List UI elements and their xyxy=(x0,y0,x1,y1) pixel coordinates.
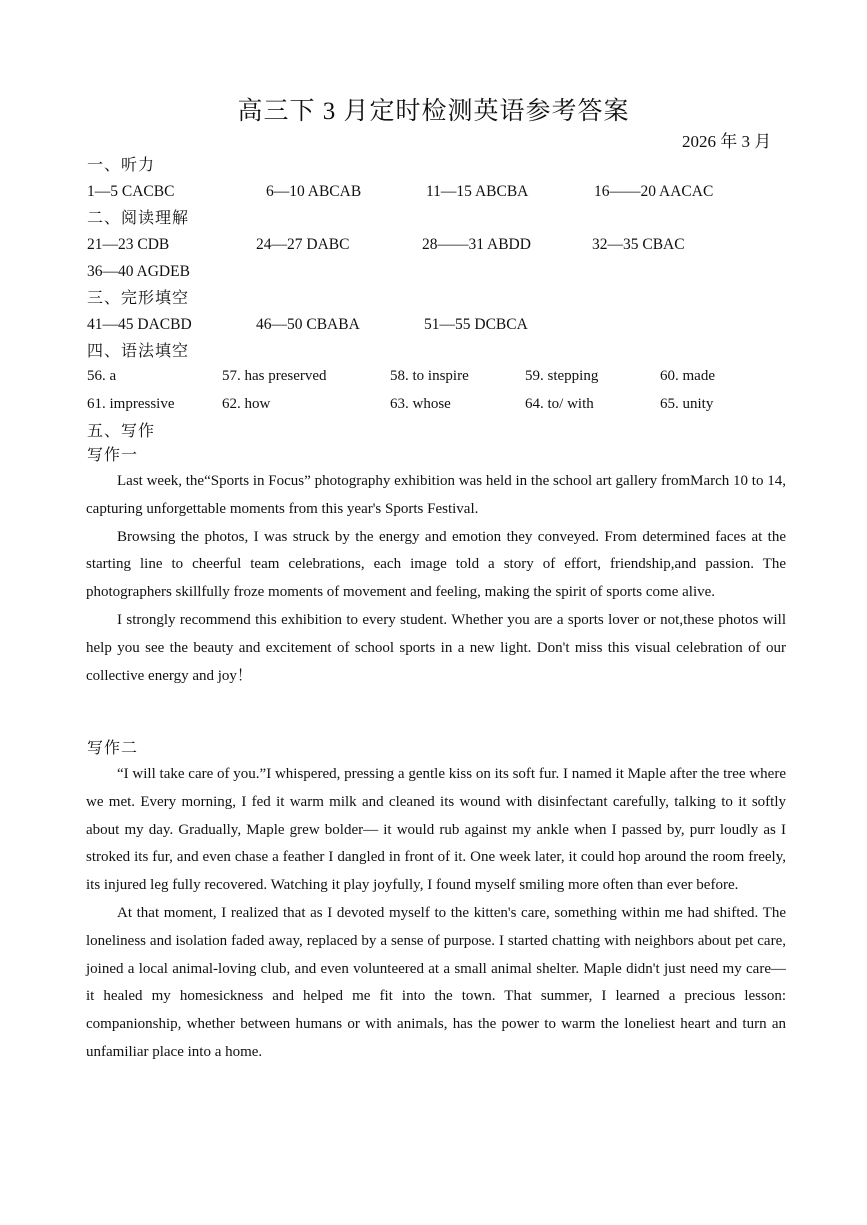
grammar-answer: 56. a xyxy=(87,368,117,384)
essay-paragraph: Browsing the photos, I was struck by the energy and emotion they conveyed. From determined faces at the starting line to cheerful team celebrations, each image told a story of effort, friendship,and passion. The photographers skillfully froze moments of movement and feeling, making the spirit of sports come alive. xyxy=(86,528,786,601)
grammar-answer: 63. whose xyxy=(390,396,451,412)
cloze-answers-row xyxy=(0,316,867,338)
answer-group: 51—55 DCBCA xyxy=(424,316,528,333)
date-label: 2026 年 3 月 xyxy=(682,132,772,151)
answer-group: 28——31 ABDD xyxy=(422,236,531,253)
writing1-heading: 写作一 xyxy=(87,447,139,464)
grammar-answer: 61. impressive xyxy=(87,396,175,412)
writing1-essay xyxy=(86,468,786,690)
grammar-answer: 60. made xyxy=(660,368,715,384)
answer-group: 46—50 CBABA xyxy=(256,316,360,333)
essay-paragraph: “I will take care of you.”I whispered, pressing a gentle kiss on its soft fur. I named it Maple after the tree where we met. Every morning, I fed it warm milk and cleaned its wound with disinfectant carefully, talking to it softly about my day. Gradually, Maple grew bolder— it would rub against my ankle when I passed by, purr loudly as I stroked its fur, and even chase a feather I dangled in front of it. One week later, it could hop around the room freely, its injured leg fully recovered. Watching it play joyfully, I found myself smiling more often than ever before. xyxy=(86,766,786,894)
grammar-answers-row xyxy=(0,368,867,390)
reading-answers-row-2 xyxy=(0,263,867,285)
grammar-answer: 65. unity xyxy=(660,396,714,412)
grammar-answer: 57. has preserved xyxy=(222,368,327,384)
answer-group: 1—5 CACBC xyxy=(87,183,175,200)
section-reading-heading: 二、阅读理解 xyxy=(87,210,190,227)
writing2-heading: 写作二 xyxy=(87,740,139,757)
listening-answers-row xyxy=(0,183,867,205)
essay-paragraph: Last week, the“Sports in Focus” photography exhibition was held in the school art gallery fromMarch 10 to 14, capturing unforgettable moments from this year's Sports Festival. xyxy=(86,473,786,517)
grammar-answer: 64. to/ with xyxy=(525,396,594,412)
section-writing-heading: 五、写作 xyxy=(87,423,156,440)
grammar-answer: 62. how xyxy=(222,396,271,412)
section-grammar-heading: 四、语法填空 xyxy=(87,343,190,360)
section-listening-heading: 一、听力 xyxy=(87,157,156,174)
answer-group: 41—45 DACBD xyxy=(87,316,192,333)
answer-group: 36—40 AGDEB xyxy=(87,263,190,280)
essay-paragraph: I strongly recommend this exhibition to every student. Whether you are a sports lover or not,these photos will help you see the beauty and excitement of school sports in a new light. Don't miss this visual celebration of our collective energy and joy！ xyxy=(86,611,786,684)
answer-group: 6—10 ABCAB xyxy=(266,183,362,200)
answer-group: 16——20 AACAC xyxy=(594,183,714,200)
grammar-answers-row-2 xyxy=(0,396,867,418)
answer-group: 24—27 DABC xyxy=(256,236,350,253)
answer-group: 21—23 CDB xyxy=(87,236,170,253)
essay-paragraph: At that moment, I realized that as I devoted myself to the kitten's care, something within me had shifted. The loneliness and isolation faded away, replaced by a sense of purpose. I started chatting with neighbors about pet care, joined a local animal-loving club, and even volunteered at a small animal shelter. Maple didn't just need my care— it healed my homesickness and helped me fit into the town. That summer, I learned a precious lesson: companionship, whether between humans or with animals, has the power to warm the loneliest heart and turn an unfamiliar place into a home. xyxy=(86,904,786,1060)
section-cloze-heading: 三、完形填空 xyxy=(87,290,190,307)
grammar-answer: 58. to inspire xyxy=(390,368,469,384)
answer-group: 32—35 CBAC xyxy=(592,236,685,253)
reading-answers-row xyxy=(0,236,867,258)
grammar-answer: 59. stepping xyxy=(525,368,599,384)
page-title: 高三下 3 月定时检测英语参考答案 xyxy=(237,98,630,125)
answer-group: 11—15 ABCBA xyxy=(426,183,529,200)
writing2-essay xyxy=(86,761,786,1067)
